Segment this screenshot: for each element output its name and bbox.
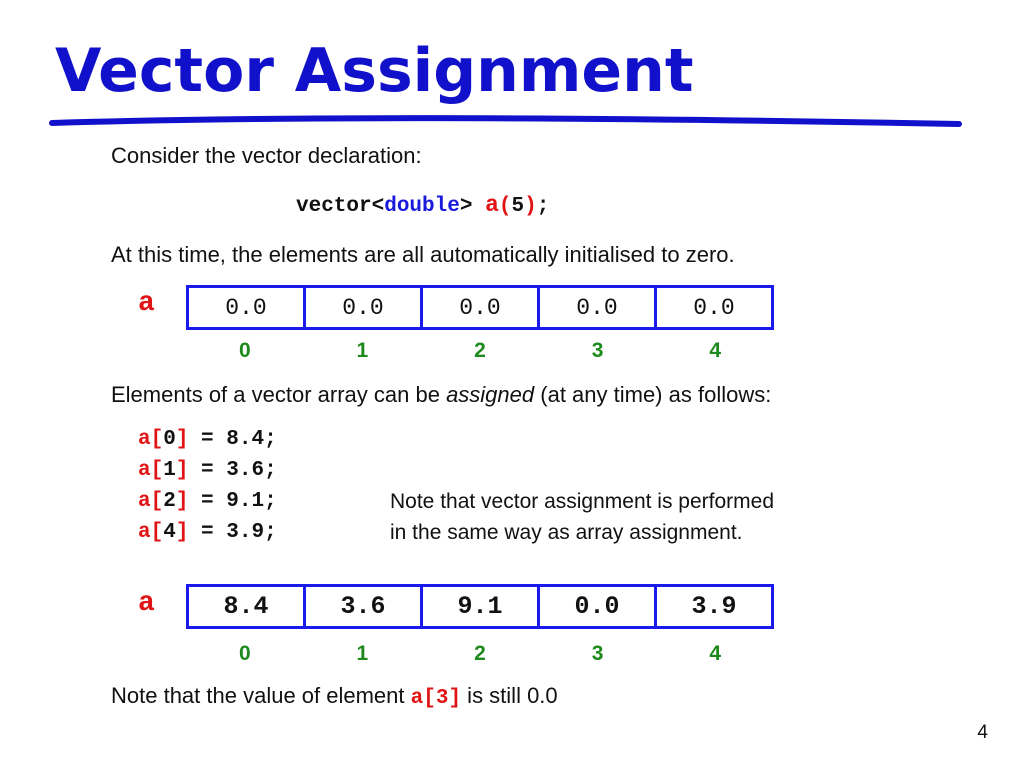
decl-close-paren: ): [524, 195, 537, 218]
assignment-lb: [: [150, 459, 164, 482]
vector-label-final: a: [138, 588, 155, 619]
assignment-rest: = 3.6: [188, 459, 265, 482]
decl-open-paren: (: [498, 195, 512, 218]
final-index-4: 4: [709, 642, 722, 665]
final-note: [111, 683, 558, 710]
declaration-code: [296, 192, 549, 218]
final-note-code: a[3]: [410, 687, 462, 710]
vector-cells-final: [186, 584, 774, 629]
assignment-index: 1: [163, 459, 176, 482]
intro-text: Consider the vector declaration:: [111, 143, 422, 168]
final-note-suffix: is still 0.0: [461, 683, 558, 708]
assignment-lb: [: [150, 521, 164, 544]
final-cell-0: 8.4: [189, 587, 306, 626]
final-index-2: 2: [474, 642, 486, 665]
assignment-index: 0: [163, 428, 176, 451]
initial-index-1: 1: [356, 339, 369, 362]
assignment-line-1: [138, 459, 277, 482]
assign-text-after: (at any time) as follows:: [534, 382, 772, 407]
vector-cells-initial: [186, 285, 774, 330]
final-cell-3: 0.0: [540, 587, 657, 626]
assignment-index: 2: [163, 490, 176, 513]
decl-var: a: [485, 192, 499, 218]
final-note-prefix: Note that the value of element: [111, 683, 411, 708]
initial-cell-1: 0.0: [306, 288, 423, 327]
decl-close: >: [459, 195, 473, 218]
note-line-1: Note that vector assignment is performed: [390, 490, 775, 513]
title-underline: [48, 114, 963, 130]
decl-size: 5: [511, 195, 525, 218]
assignment-line-3: [138, 521, 277, 544]
assignment-lb: [: [150, 490, 164, 513]
assignment-index: 4: [163, 521, 176, 544]
note-text: [390, 486, 774, 548]
assignment-rest: = 3.9: [188, 521, 265, 544]
note-line-2: in the same way as array assignment.: [390, 521, 743, 544]
decl-type: double: [384, 195, 460, 218]
assignment-semi: ;: [264, 490, 277, 513]
assignment-semi: ;: [264, 428, 277, 451]
assign-text-before: Elements of a vector array can be: [111, 382, 447, 407]
assignment-semi: ;: [264, 459, 277, 482]
assignment-rb: ]: [175, 459, 189, 482]
final-cell-1: 3.6: [306, 587, 423, 626]
initial-index-0: 0: [238, 339, 251, 362]
final-index-1: 1: [356, 642, 369, 665]
final-cell-4: 3.9: [691, 592, 737, 621]
assignment-rb: ]: [175, 490, 189, 513]
final-cell-2: 9.1: [423, 587, 540, 626]
final-index-0: 0: [238, 642, 251, 665]
assign-text-em: assigned: [446, 382, 535, 407]
initial-cell-2: 0.0: [423, 288, 540, 327]
assignment-rest: = 9.1: [188, 490, 265, 513]
initial-cell-0: 0.0: [189, 288, 306, 327]
decl-keyword: vector<: [296, 195, 385, 218]
initial-cell-4: 0.0: [693, 294, 735, 321]
slide-title: Vector Assignment: [55, 36, 694, 106]
assignment-var: a: [138, 521, 151, 544]
vector-indices-final: [186, 642, 774, 666]
page-number: 4: [977, 722, 988, 743]
assignment-var: a: [138, 490, 151, 513]
assignment-semi: ;: [264, 521, 277, 544]
initial-index-3: 3: [591, 339, 604, 362]
vector-indices-initial: [186, 339, 774, 363]
initial-index-2: 2: [474, 339, 486, 362]
init-text: At this time, the elements are all automatically initialised to zero.: [111, 242, 735, 267]
initial-cell-3: 0.0: [540, 288, 657, 327]
assignment-line-2: [138, 490, 277, 513]
assignment-var: a: [138, 459, 151, 482]
assignment-var: a: [138, 428, 151, 451]
initial-index-4: 4: [709, 339, 722, 362]
decl-semicolon: ;: [536, 195, 550, 218]
vector-label-initial: a: [138, 288, 155, 319]
assignment-rb: ]: [175, 521, 189, 544]
assignment-lb: [: [150, 428, 164, 451]
assignment-line-0: [138, 428, 277, 451]
assignment-rb: ]: [175, 428, 189, 451]
assignment-rest: = 8.4: [188, 428, 265, 451]
final-index-3: 3: [591, 642, 604, 665]
assign-text: [111, 382, 771, 408]
